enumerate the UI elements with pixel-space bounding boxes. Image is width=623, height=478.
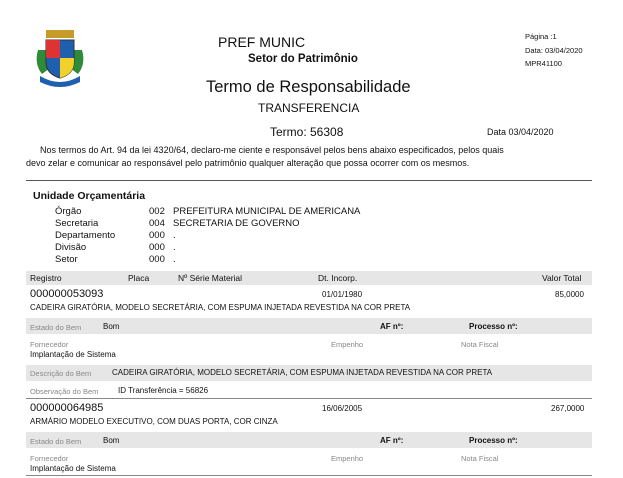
item-value: 85,0000 bbox=[555, 290, 584, 299]
item-registro: 000000064985 bbox=[30, 402, 104, 414]
item-date: 01/01/1980 bbox=[322, 290, 363, 299]
estado-value: Bom bbox=[103, 436, 120, 445]
estado-value: Bom bbox=[103, 322, 120, 331]
fornecedor-label: Fornecedor bbox=[30, 454, 69, 463]
fornecedor-value: Implantação de Sistema bbox=[30, 350, 116, 359]
unit-name: SECRETARIA DE GOVERNO bbox=[173, 218, 300, 229]
bottom-divider bbox=[26, 475, 592, 476]
unit-code: 000 bbox=[149, 242, 165, 253]
print-date: Data: 03/04/2020 bbox=[525, 46, 583, 55]
document-type: TRANSFERENCIA bbox=[258, 101, 360, 115]
declaration-line-1: Nos termos do Art. 94 da lei 4320/64, declaro-me ciente e responsável pelos bens abaixo especificados, pelos quais bbox=[40, 145, 504, 155]
unit-label: Setor bbox=[55, 254, 78, 265]
unit-name: . bbox=[173, 254, 176, 265]
term-number: Termo: 56308 bbox=[270, 125, 344, 139]
item-value: 267,0000 bbox=[551, 404, 585, 413]
empenho-label: Empenho bbox=[331, 454, 364, 463]
empenho-label: Empenho bbox=[331, 340, 364, 349]
unit-code: 000 bbox=[149, 230, 165, 241]
nota-fiscal-label: Nota Fiscal bbox=[461, 454, 499, 463]
divider bbox=[26, 180, 592, 181]
col-dt-incorp: Dt. Incorp. bbox=[318, 273, 358, 283]
term-date: Data 03/04/2020 bbox=[487, 127, 554, 137]
descricao-label: Descrição do Bem bbox=[30, 369, 92, 378]
unit-name: . bbox=[173, 230, 176, 241]
col-placa: Placa bbox=[128, 273, 150, 283]
table-header bbox=[26, 271, 592, 285]
unit-code: 004 bbox=[149, 218, 165, 229]
col-serie: Nº Série Material bbox=[178, 273, 243, 283]
estado-label: Estado do Bem bbox=[30, 437, 82, 446]
af-label: AF nº: bbox=[380, 322, 404, 331]
fornecedor-label: Fornecedor bbox=[30, 340, 69, 349]
unit-code: 002 bbox=[149, 206, 165, 217]
unit-heading: Unidade Orçamentária bbox=[33, 190, 146, 202]
col-valor-total: Valor Total bbox=[542, 273, 582, 283]
col-registro: Registro bbox=[30, 273, 62, 283]
declaration-line-2: devo zelar e comunicar ao responsável pelo patrimônio qualquer alteração que possa ocorrer com os mesmos. bbox=[26, 158, 470, 168]
fornecedor-value: Implantação de Sistema bbox=[30, 464, 116, 473]
observacao-label: Observação do Bem bbox=[30, 387, 99, 396]
unit-name: . bbox=[173, 242, 176, 253]
observacao-value: ID Transferência = 56826 bbox=[118, 386, 209, 395]
item-date: 16/06/2005 bbox=[322, 404, 363, 413]
unit-code: 000 bbox=[149, 254, 165, 265]
unit-label: Divisão bbox=[55, 242, 87, 253]
descricao-value: CADEIRA GIRATÓRIA, MODELO SECRETÁRIA, COM ESPUMA INJETADA REVESTIDA NA COR PRETA bbox=[112, 368, 493, 377]
estado-label: Estado do Bem bbox=[30, 323, 82, 332]
nota-fiscal-label: Nota Fiscal bbox=[461, 340, 499, 349]
municipal-crest-logo bbox=[32, 30, 88, 92]
page-number: Página :1 bbox=[525, 32, 557, 41]
report-title: PREF MUNIC bbox=[218, 34, 306, 50]
unit-label: Departamento bbox=[55, 230, 116, 241]
sector-name: Setor do Patrimônio bbox=[248, 53, 358, 65]
item-short-desc: ARMÁRIO MODELO EXECUTIVO, COM DUAS PORTA, COR CINZA bbox=[30, 417, 278, 426]
document-title: Termo de Responsabilidade bbox=[206, 78, 411, 96]
unit-label: Secretaria bbox=[55, 218, 99, 229]
af-label: AF nº: bbox=[380, 436, 404, 445]
processo-label: Processo nº: bbox=[469, 322, 518, 331]
item-divider bbox=[26, 398, 592, 399]
unit-label: Órgão bbox=[55, 206, 82, 217]
item-short-desc: CADEIRA GIRATÓRIA, MODELO SECRETÁRIA, COM ESPUMA INJETADA REVESTIDA NA COR PRETA bbox=[30, 303, 411, 312]
item-registro: 000000053093 bbox=[30, 288, 104, 300]
unit-name: PREFEITURA MUNICIPAL DE AMERICANA bbox=[173, 206, 361, 217]
processo-label: Processo nº: bbox=[469, 436, 518, 445]
report-code: MPR41100 bbox=[525, 59, 562, 68]
